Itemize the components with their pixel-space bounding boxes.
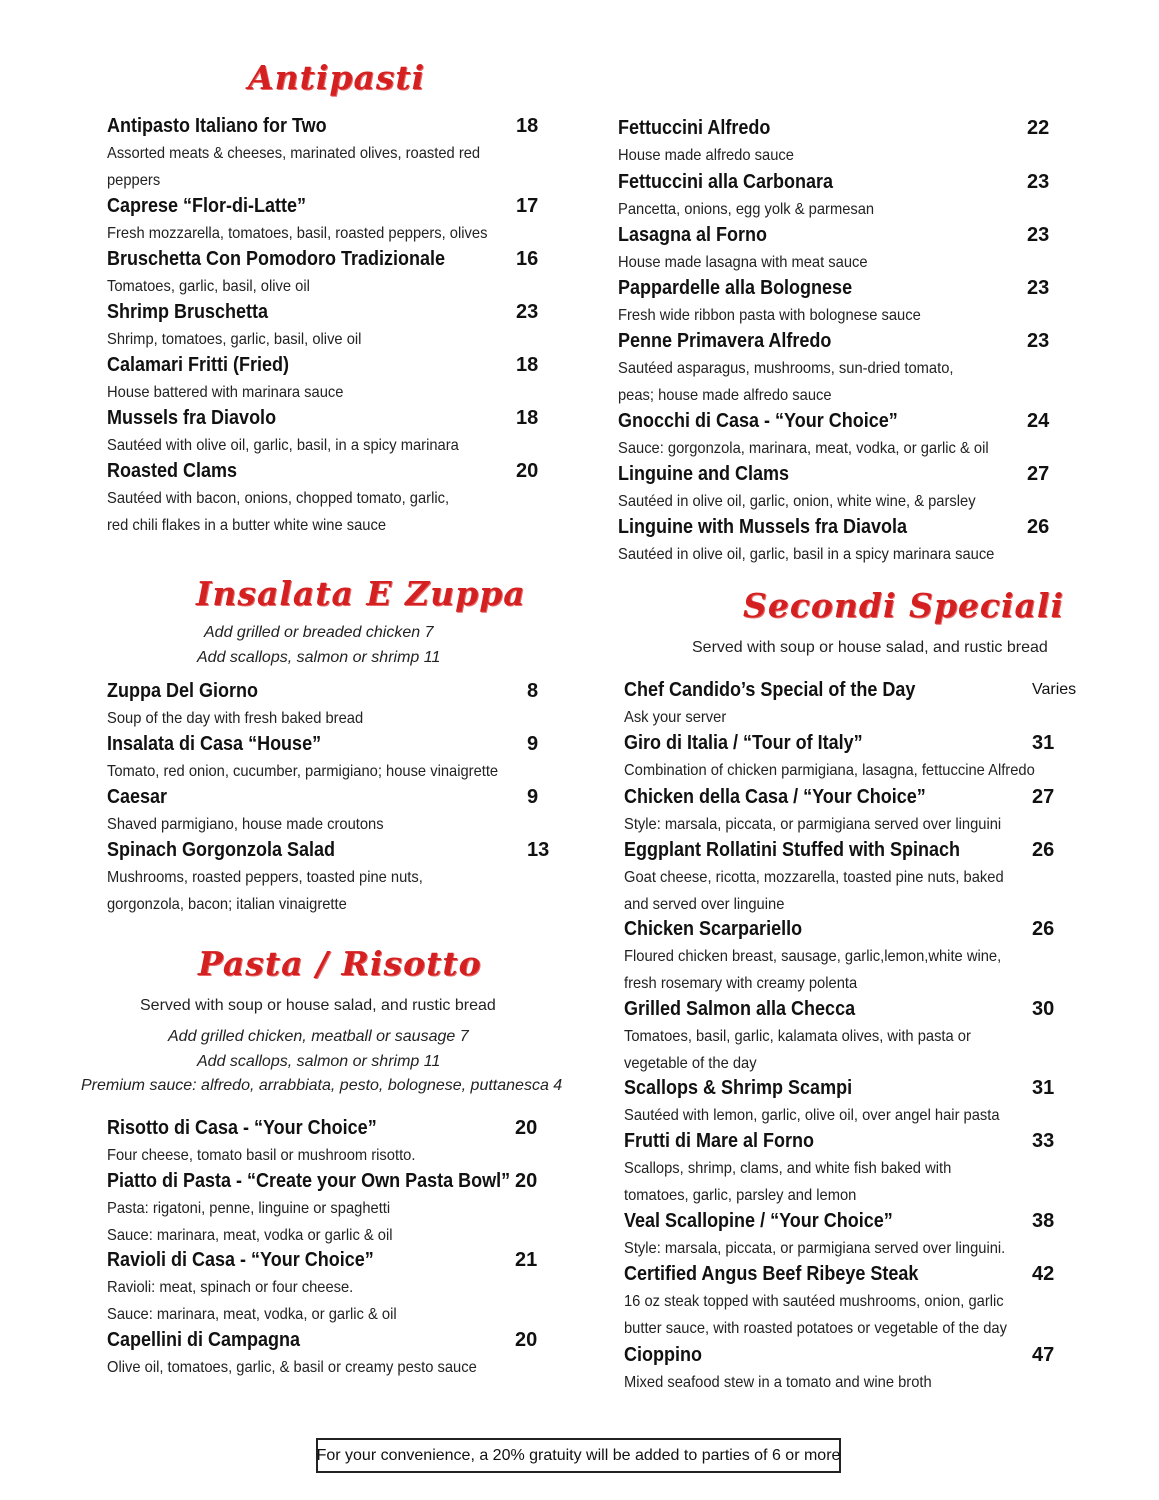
menu-item-description: Fresh mozzarella, tomatoes, basil, roasted peppers, olives bbox=[107, 225, 488, 242]
menu-item-price: 47 bbox=[1032, 1344, 1055, 1366]
menu-item-name: Pappardelle alla Bolognese bbox=[618, 277, 853, 299]
pasta-title: Pasta / Risotto bbox=[198, 944, 482, 983]
menu-item-description: Assorted meats & cheeses, marinated olives, roasted red bbox=[107, 145, 481, 162]
menu-item-description: House made lasagna with meat sauce bbox=[618, 254, 868, 271]
menu-item-name: Caprese “Flor-di-Latte” bbox=[107, 195, 307, 217]
menu-item-name: Zuppa Del Giorno bbox=[107, 680, 259, 702]
menu-item-name: Lasagna al Forno bbox=[618, 224, 768, 246]
menu-item-price: 9 bbox=[527, 786, 539, 808]
menu-item-description: tomatoes, garlic, parsley and lemon bbox=[624, 1186, 857, 1204]
menu-item-description: Tomatoes, garlic, basil, olive oil bbox=[107, 278, 310, 295]
menu-item-price: 26 bbox=[1032, 839, 1055, 861]
menu-item-price: 24 bbox=[1027, 410, 1050, 432]
menu-item-name: Fettuccini alla Carbonara bbox=[618, 171, 834, 193]
menu-item-description: Floured chicken breast, sausage, garlic,lemon,white wine, bbox=[624, 948, 1002, 965]
menu-item-description: and served over linguine bbox=[624, 895, 785, 913]
menu-item-description: Style: marsala, piccata, or parmigiana served over linguini. bbox=[624, 1240, 1006, 1257]
menu-item-name: Caesar bbox=[107, 786, 168, 808]
menu-item-description: Ravioli: meat, spinach or four cheese. bbox=[107, 1279, 354, 1296]
pasta-note-chicken: Add grilled chicken, meatball or sausage 7 bbox=[168, 1028, 469, 1045]
menu-item-name: Spinach Gorgonzola Salad bbox=[107, 839, 336, 861]
menu-item-name: Antipasto Italiano for Two bbox=[107, 115, 327, 137]
menu-item-price: Varies bbox=[1032, 681, 1077, 698]
menu-item-description: Sauce: marinara, meat, vodka, or garlic & oil bbox=[107, 1305, 397, 1323]
menu-item-name: Calamari Fritti (Fried) bbox=[107, 354, 290, 376]
menu-item-price: 9 bbox=[527, 733, 539, 755]
menu-item-description: Sautéed with bacon, onions, chopped tomato, garlic, bbox=[107, 490, 450, 507]
menu-item-price: 31 bbox=[1032, 732, 1055, 754]
secondi-title: Secondi Speciali bbox=[743, 586, 1065, 625]
menu-item-name: Chicken della Casa / “Your Choice” bbox=[624, 786, 926, 808]
menu-item-description: Fresh wide ribbon pasta with bolognese sauce bbox=[618, 307, 921, 324]
menu-item-name: Bruschetta Con Pomodoro Tradizionale bbox=[107, 248, 446, 270]
menu-item-price: 20 bbox=[515, 1170, 538, 1192]
menu-item-price: 18 bbox=[516, 115, 539, 137]
menu-item-price: 23 bbox=[1027, 277, 1050, 299]
menu-item-description: Tomato, red onion, cucumber, parmigiano; house vinaigrette bbox=[107, 763, 499, 780]
menu-item-description: Combination of chicken parmigiana, lasagna, fettuccine Alfredo bbox=[624, 762, 1035, 779]
menu-item-price: 27 bbox=[1027, 463, 1050, 485]
menu-item-name: Gnocchi di Casa - “Your Choice” bbox=[618, 410, 898, 432]
menu-item-description: Soup of the day with fresh baked bread bbox=[107, 710, 364, 727]
menu-item-price: 23 bbox=[1027, 224, 1050, 246]
menu-item-description: Sautéed with lemon, garlic, olive oil, over angel hair pasta bbox=[624, 1107, 1000, 1124]
menu-item-description: Pancetta, onions, egg yolk & parmesan bbox=[618, 201, 875, 218]
pasta-note-premium: Premium sauce: alfredo, arrabbiata, pesto, bolognese, puttanesca 4 bbox=[81, 1077, 563, 1094]
menu-item-description: Pasta: rigatoni, penne, linguine or spaghetti bbox=[107, 1200, 391, 1217]
menu-item-description: Four cheese, tomato basil or mushroom risotto. bbox=[107, 1147, 416, 1164]
menu-item-name: Insalata di Casa “House” bbox=[107, 733, 322, 755]
menu-item-name: Chicken Scarpariello bbox=[624, 918, 803, 940]
menu-item-name: Shrimp Bruschetta bbox=[107, 301, 269, 323]
menu-item-description: fresh rosemary with creamy polenta bbox=[624, 974, 858, 992]
menu-item-name: Linguine with Mussels fra Diavola bbox=[618, 516, 908, 538]
insalata-note-seafood: Add scallops, salmon or shrimp 11 bbox=[197, 649, 441, 666]
menu-item-price: 30 bbox=[1032, 998, 1055, 1020]
menu-item-description: Sauce: gorgonzola, marinara, meat, vodka, or garlic & oil bbox=[618, 440, 989, 457]
menu-item-description: Sautéed in olive oil, garlic, onion, white wine, & parsley bbox=[618, 493, 976, 510]
menu-item-description: House made alfredo sauce bbox=[618, 147, 794, 164]
menu-item-name: Linguine and Clams bbox=[618, 463, 790, 485]
menu-item-price: 42 bbox=[1032, 1263, 1055, 1285]
menu-item-price: 22 bbox=[1027, 117, 1050, 139]
menu-item-description: Olive oil, tomatoes, garlic, & basil or creamy pesto sauce bbox=[107, 1359, 477, 1376]
menu-item-price: 23 bbox=[516, 301, 539, 323]
menu-item-name: Ravioli di Casa - “Your Choice” bbox=[107, 1249, 374, 1271]
menu-item-price: 13 bbox=[527, 839, 550, 861]
menu-item-name: Frutti di Mare al Forno bbox=[624, 1130, 815, 1152]
insalata-note-chicken: Add grilled or breaded chicken 7 bbox=[204, 624, 434, 641]
menu-item-name: Eggplant Rollatini Stuffed with Spinach bbox=[624, 839, 960, 861]
menu-item-description: peppers bbox=[107, 171, 161, 189]
menu-item-price: 38 bbox=[1032, 1210, 1055, 1232]
menu-item-description: House battered with marinara sauce bbox=[107, 384, 344, 401]
menu-item-price: 26 bbox=[1027, 516, 1050, 538]
menu-item-price: 20 bbox=[516, 460, 539, 482]
menu-item-price: 16 bbox=[516, 248, 539, 270]
menu-item-name: Cioppino bbox=[624, 1344, 702, 1366]
menu-item-name: Penne Primavera Alfredo bbox=[618, 330, 832, 352]
menu-item-price: 8 bbox=[527, 680, 539, 702]
menu-item-name: Giro di Italia / “Tour of Italy” bbox=[624, 732, 863, 754]
menu-item-name: Risotto di Casa - “Your Choice” bbox=[107, 1117, 377, 1139]
pasta-served-note: Served with soup or house salad, and rustic bread bbox=[140, 997, 496, 1014]
menu-item-description: Goat cheese, ricotta, mozzarella, toasted pine nuts, baked bbox=[624, 869, 1004, 886]
menu-item-name: Capellini di Campagna bbox=[107, 1329, 301, 1351]
menu-item-price: 31 bbox=[1032, 1077, 1055, 1099]
menu-item-description: Tomatoes, basil, garlic, kalamata olives, with pasta or bbox=[624, 1028, 971, 1045]
antipasti-title: Antipasti bbox=[248, 58, 426, 97]
menu-item-name: Certified Angus Beef Ribeye Steak bbox=[624, 1263, 919, 1285]
menu-item-price: 23 bbox=[1027, 330, 1050, 352]
menu-item-description: Ask your server bbox=[624, 709, 727, 726]
menu-item-price: 17 bbox=[516, 195, 539, 217]
insalata-title: Insalata E Zuppa bbox=[196, 574, 526, 613]
menu-item-name: Scallops & Shrimp Scampi bbox=[624, 1077, 853, 1099]
menu-item-description: Style: marsala, piccata, or parmigiana served over linguini bbox=[624, 816, 1002, 833]
menu-item-name: Fettuccini Alfredo bbox=[618, 117, 771, 139]
menu-item-price: 18 bbox=[516, 354, 539, 376]
gratuity-notice: For your convenience, a 20% gratuity will be added to parties of 6 or more bbox=[316, 1438, 841, 1473]
menu-item-price: 27 bbox=[1032, 786, 1055, 808]
menu-item-price: 26 bbox=[1032, 918, 1055, 940]
menu-item-name: Veal Scallopine / “Your Choice” bbox=[624, 1210, 893, 1232]
menu-item-description: gorgonzola, bacon; italian vinaigrette bbox=[107, 895, 347, 913]
menu-item-price: 21 bbox=[515, 1249, 538, 1271]
menu-item-name: Roasted Clams bbox=[107, 460, 238, 482]
menu-item-description: 16 oz steak topped with sautéed mushrooms, onion, garlic bbox=[624, 1293, 1004, 1310]
menu-item-description: Sautéed asparagus, mushrooms, sun-dried tomato, bbox=[618, 360, 954, 377]
menu-item-description: red chili flakes in a butter white wine sauce bbox=[107, 516, 387, 534]
menu-item-description: Sauce: marinara, meat, vodka or garlic & oil bbox=[107, 1226, 393, 1244]
menu-item-price: 20 bbox=[515, 1329, 538, 1351]
menu-item-description: Sautéed with olive oil, garlic, basil, in a spicy marinara bbox=[107, 437, 459, 454]
menu-item-description: Scallops, shrimp, clams, and white fish baked with bbox=[624, 1160, 952, 1177]
menu-item-name: Mussels fra Diavolo bbox=[107, 407, 277, 429]
menu-item-name: Grilled Salmon alla Checca bbox=[624, 998, 856, 1020]
menu-item-description: peas; house made alfredo sauce bbox=[618, 386, 832, 404]
menu-item-description: butter sauce, with roasted potatoes or vegetable of the day bbox=[624, 1319, 1007, 1337]
menu-item-name: Piatto di Pasta - “Create your Own Pasta Bowl” bbox=[107, 1170, 511, 1192]
menu-item-description: Mixed seafood stew in a tomato and wine broth bbox=[624, 1374, 932, 1391]
menu-item-price: 20 bbox=[515, 1117, 538, 1139]
menu-item-description: Mushrooms, roasted peppers, toasted pine nuts, bbox=[107, 869, 423, 886]
menu-item-price: 33 bbox=[1032, 1130, 1055, 1152]
secondi-served-note: Served with soup or house salad, and rustic bread bbox=[692, 639, 1048, 656]
menu-item-description: Sautéed in olive oil, garlic, basil in a spicy marinara sauce bbox=[618, 546, 995, 563]
menu-item-name: Chef Candido’s Special of the Day bbox=[624, 679, 916, 701]
menu-item-price: 18 bbox=[516, 407, 539, 429]
menu-item-description: Shaved parmigiano, house made croutons bbox=[107, 816, 384, 833]
menu-item-description: vegetable of the day bbox=[624, 1054, 757, 1072]
menu-item-description: Shrimp, tomatoes, garlic, basil, olive oil bbox=[107, 331, 362, 348]
menu-item-price: 23 bbox=[1027, 171, 1050, 193]
pasta-note-seafood: Add scallops, salmon or shrimp 11 bbox=[197, 1053, 441, 1070]
